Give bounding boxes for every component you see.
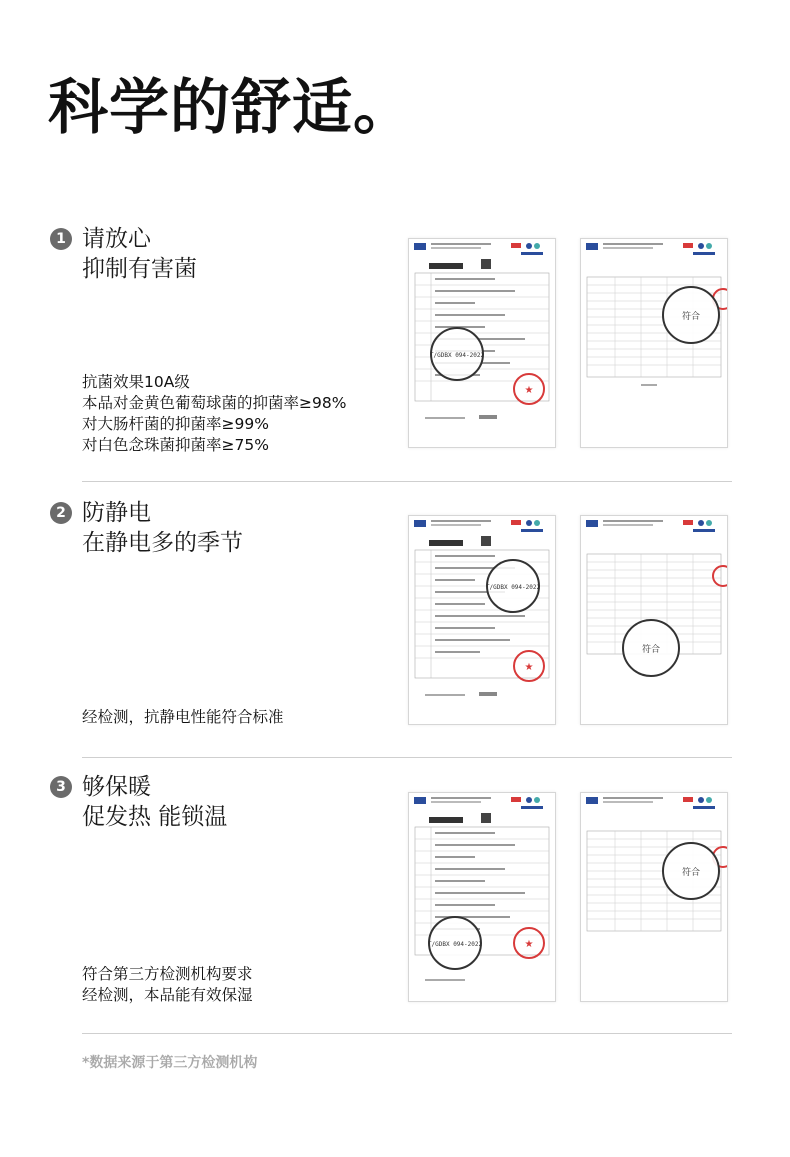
desc-line: 抗菌效果10A级 xyxy=(82,373,190,391)
test-report-page-1 xyxy=(408,792,556,1002)
desc-line: 本品对金黄色葡萄球菌的抑菌率≥98% xyxy=(82,394,347,412)
section-heading-line1: 够保暖 xyxy=(82,774,151,800)
test-report-page-2 xyxy=(580,792,728,1002)
section-heading-line2: 抑制有害菌 xyxy=(82,256,197,282)
desc-line: 对白色念珠菌抑菌率≥75% xyxy=(82,436,269,454)
desc-line: 符合第三方检测机构要求 xyxy=(82,965,253,983)
report-stamp-text: 符合 xyxy=(681,312,701,322)
svg-text:★: ★ xyxy=(524,939,534,950)
section-divider xyxy=(82,1033,732,1034)
report-stamp-text: 符合 xyxy=(681,868,701,878)
section-heading-line1: 防静电 xyxy=(82,500,151,526)
section-heading-line2: 促发热 能锁温 xyxy=(82,804,228,830)
svg-text:★: ★ xyxy=(524,385,534,396)
report-stamp-text: 符合 xyxy=(641,645,661,655)
report-stamp-text: T/GDBX 094-2022 xyxy=(485,584,541,591)
test-report-page-1 xyxy=(408,238,556,448)
desc-line: 经检测，本品能有效保湿 xyxy=(82,986,253,1004)
page-title: 科学的舒适。 xyxy=(48,73,414,143)
section-heading-line1: 请放心 xyxy=(82,226,151,252)
section-divider xyxy=(82,481,732,482)
test-report-page-1 xyxy=(408,515,556,725)
section-number-badge: 3 xyxy=(50,776,72,798)
report-stamp-text: T/GDBX 094-2022 xyxy=(427,941,483,948)
test-report-page-2 xyxy=(580,238,728,448)
svg-text:★: ★ xyxy=(524,662,534,673)
section-description xyxy=(82,964,253,1006)
section-number-badge: 1 xyxy=(50,228,72,250)
desc-line: 对大肠杆菌的抑菌率≥99% xyxy=(82,415,269,433)
report-stamp-text: T/GDBX 094-2022 xyxy=(429,352,485,359)
desc-line: 经检测，抗静电性能符合标准 xyxy=(82,708,284,726)
test-report-page-2 xyxy=(580,515,728,725)
section-description xyxy=(82,707,284,728)
section-divider xyxy=(82,757,732,758)
section-description xyxy=(82,372,346,456)
section-heading-line2: 在静电多的季节 xyxy=(82,530,243,556)
section-number-badge: 2 xyxy=(50,502,72,524)
footnote: *数据来源于第三方检测机构 xyxy=(82,1055,258,1071)
